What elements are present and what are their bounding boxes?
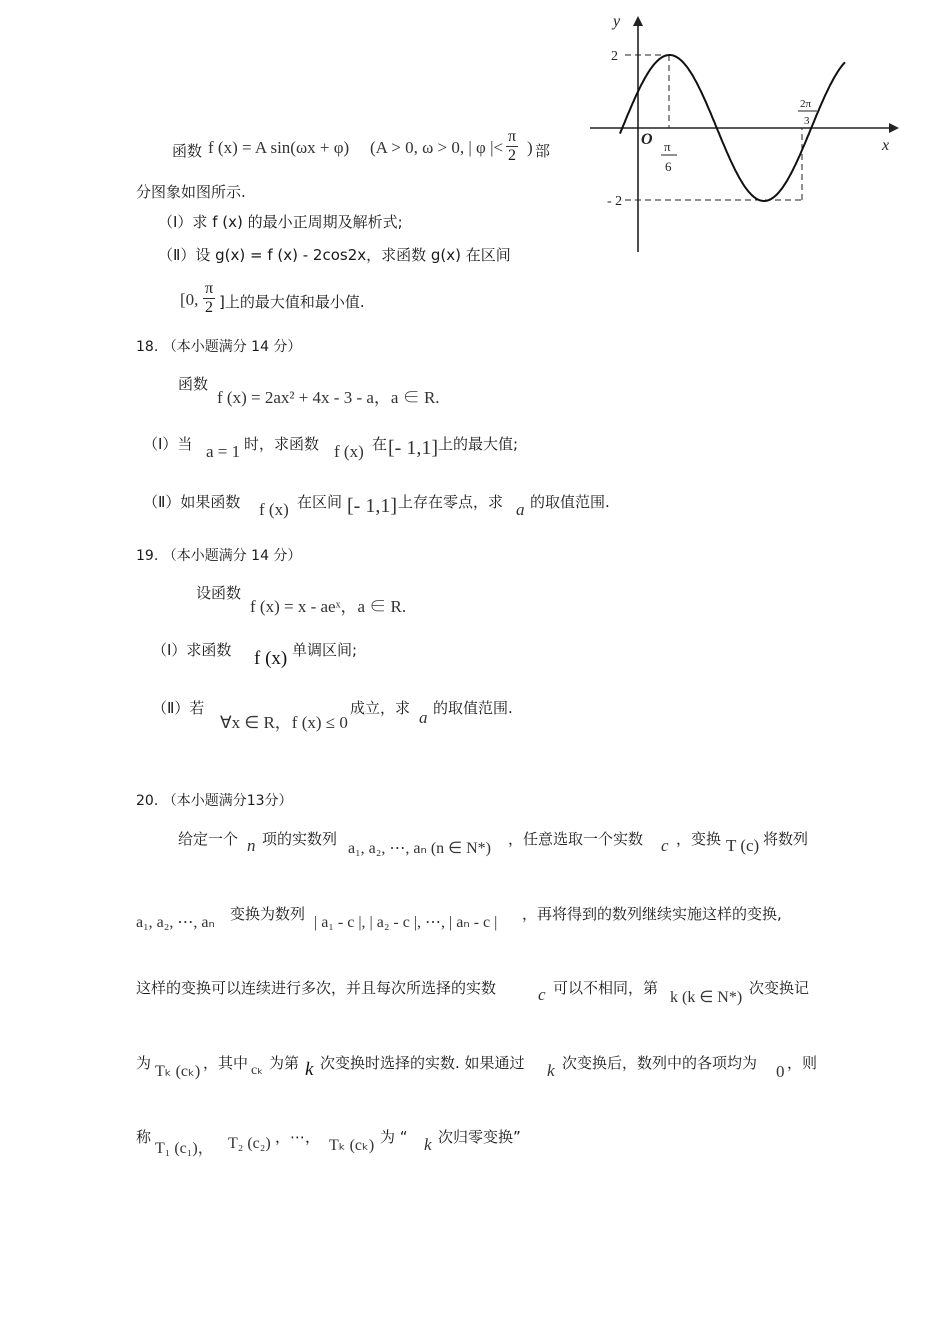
x-tick-2pi3-num: 2π xyxy=(800,98,812,110)
p17-interval-open: [0, xyxy=(180,290,199,309)
p18-part2-d: 的取值范围. xyxy=(530,493,610,511)
p17-conditions: (A > 0, ω > 0, | φ |< xyxy=(370,138,504,157)
p20-l4-a: 为 xyxy=(136,1054,152,1072)
p18-stem-formula: f (x) = 2ax² + 4x - 3 - a，a ∈ R. xyxy=(217,388,440,407)
p18-part2-var: a xyxy=(516,500,525,519)
p18-part2-c: 上存在零点，求 xyxy=(398,493,504,511)
p19-part1-b: 单调区间; xyxy=(292,641,358,659)
p19-part1-fx: f (x) xyxy=(254,648,288,669)
p18-part1-interval: [- 1,1] xyxy=(388,437,438,459)
p20-l5-c: 次归零变换” xyxy=(438,1128,521,1146)
p20-l4-b: ，其中 xyxy=(203,1054,249,1072)
p20-l5-k: k xyxy=(424,1135,432,1154)
p20-l4-k: k xyxy=(305,1059,314,1080)
p17-frac-den: 2 xyxy=(508,146,517,164)
p20-l1-e: 将数列 xyxy=(763,830,809,848)
p20-l4-T: Tₖ (cₖ) xyxy=(155,1063,201,1080)
x-axis-label: x xyxy=(882,137,890,154)
p20-l3-d: 次变换记 xyxy=(749,979,810,997)
p20-l4-d: 次变换时选择的实数. 如果通过 xyxy=(320,1054,525,1072)
p19-part2-a: （Ⅱ）若 xyxy=(152,699,205,717)
p18-header: 18. （本小题满分 14 分） xyxy=(136,339,302,355)
p19-part2-c: 的取值范围. xyxy=(433,699,513,717)
p18-part2-b: 在区间 xyxy=(297,493,343,511)
y-max-tick-label: 2 xyxy=(611,49,618,64)
x-tick-pi6-den: 6 xyxy=(665,159,672,174)
p20-l1-d: ，变换 xyxy=(676,830,722,848)
p20-l5-a: 称 xyxy=(136,1128,152,1146)
p20-l1-c: ，任意选取一个实数 xyxy=(508,830,644,848)
p20-l3-a: 这样的变换可以连续进行多次，并且每次所选择的实数 xyxy=(136,979,497,997)
p18-part1-d: 上的最大值; xyxy=(438,435,519,453)
p17-pi-over-2 xyxy=(506,128,518,164)
p18-stem-label: 函数 xyxy=(178,375,209,393)
p19-part2-b: 成立，求 xyxy=(350,699,411,717)
p20-l4-f: ，则 xyxy=(787,1054,818,1072)
p17-frac-num: π xyxy=(508,128,517,145)
sine-graph xyxy=(585,10,915,260)
p18-part2-a: （Ⅱ）如果函数 xyxy=(143,493,241,511)
y-axis-label: y xyxy=(613,13,621,30)
p18-part1-b: 时，求函数 xyxy=(244,435,320,453)
p18-part1-cond: a = 1 xyxy=(206,442,241,461)
x-tick-2pi3-den: 3 xyxy=(804,115,810,127)
p20-l2-abs: | a₁ - c |, | a₂ - c |, ⋯, | aₙ - c | xyxy=(314,914,498,931)
p20-l3-k: k (k ∈ N*) xyxy=(670,989,743,1006)
p19-stem-label: 设函数 xyxy=(196,584,242,602)
p20-l4-ck: cₖ xyxy=(251,1063,264,1078)
p20-l5-T2: T₂ (c₂) xyxy=(228,1135,271,1152)
p20-l1-a: 给定一个 xyxy=(178,830,239,848)
p17-conditions-close: ) xyxy=(527,138,533,157)
p18-part1-fx: f (x) xyxy=(334,442,364,461)
p19-header: 19. （本小题满分 14 分） xyxy=(136,548,302,564)
p17-interval-frac xyxy=(203,280,215,316)
p20-l5-b: 为 “ xyxy=(380,1128,408,1146)
p19-stem-formula: f (x) = x - aeˣ，a ∈ R. xyxy=(250,597,407,616)
p18-part1-c: 在 xyxy=(372,435,388,453)
p20-l3-c: c xyxy=(538,985,546,1004)
p19-part2-cond: ∀x ∈ R，f (x) ≤ 0 xyxy=(220,713,348,732)
y-min-tick-label: - 2 xyxy=(607,194,623,209)
p17-function-formula: f (x) = A sin(ωx + φ) xyxy=(208,138,350,157)
p20-l2-seq: a₁, a₂, ⋯, aₙ xyxy=(136,914,215,931)
p20-l1-n: n xyxy=(247,836,256,855)
p18-part1-a: （Ⅰ）当 xyxy=(143,435,193,453)
p20-l2-b: ，再将得到的数列继续实施这样的变换, xyxy=(522,905,782,923)
p18-part2-fx: f (x) xyxy=(259,500,289,519)
p20-header: 20. （本小题满分13分） xyxy=(136,793,293,809)
p18-part2-interval: [- 1,1] xyxy=(347,495,397,517)
p20-l1-b: 项的实数列 xyxy=(262,830,338,848)
p20-l5-dots: ，⋯， xyxy=(275,1128,321,1146)
p20-l4-c: 为第 xyxy=(269,1054,300,1072)
p17-interval-den: 2 xyxy=(205,298,214,316)
x-tick-pi6-num: π xyxy=(664,139,671,154)
p19-part1-a: （Ⅰ）求函数 xyxy=(152,641,232,659)
p17-interval-num: π xyxy=(205,280,214,297)
p17-intro-label: 函数 xyxy=(172,142,203,160)
p17-intro-line2: 分图象如图所示. xyxy=(136,183,246,201)
p20-l4-e: 次变换后，数列中的各项均为 xyxy=(562,1054,758,1072)
p19-part2-var: a xyxy=(419,708,428,727)
p17-part2: （Ⅱ）设 g(x) = f (x) - 2cos2x，求函数 g(x) 在区间 xyxy=(158,246,511,264)
p20-l5-T1: T₁ (c₁)， xyxy=(155,1140,214,1157)
p20-l4-k2: k xyxy=(547,1061,555,1080)
p17-intro-tail: 部 xyxy=(535,142,551,160)
p20-l1-T: T (c) xyxy=(726,836,760,855)
p20-l3-b: 可以不相同，第 xyxy=(553,979,659,997)
origin-label: O xyxy=(641,131,653,148)
p20-l4-zero: 0 xyxy=(776,1062,785,1081)
p17-part1: （Ⅰ）求 f (x) 的最小正周期及解析式; xyxy=(158,213,403,231)
p17-interval-close: ]上的最大值和最小值. xyxy=(219,293,365,311)
p20-l1-cvar: c xyxy=(661,836,669,855)
p20-l2-a: 变换为数列 xyxy=(230,905,306,923)
p20-l1-seq: a₁, a₂, ⋯, aₙ (n ∈ N*) xyxy=(348,840,491,857)
p20-l5-Tk: Tₖ (cₖ) xyxy=(329,1137,375,1154)
